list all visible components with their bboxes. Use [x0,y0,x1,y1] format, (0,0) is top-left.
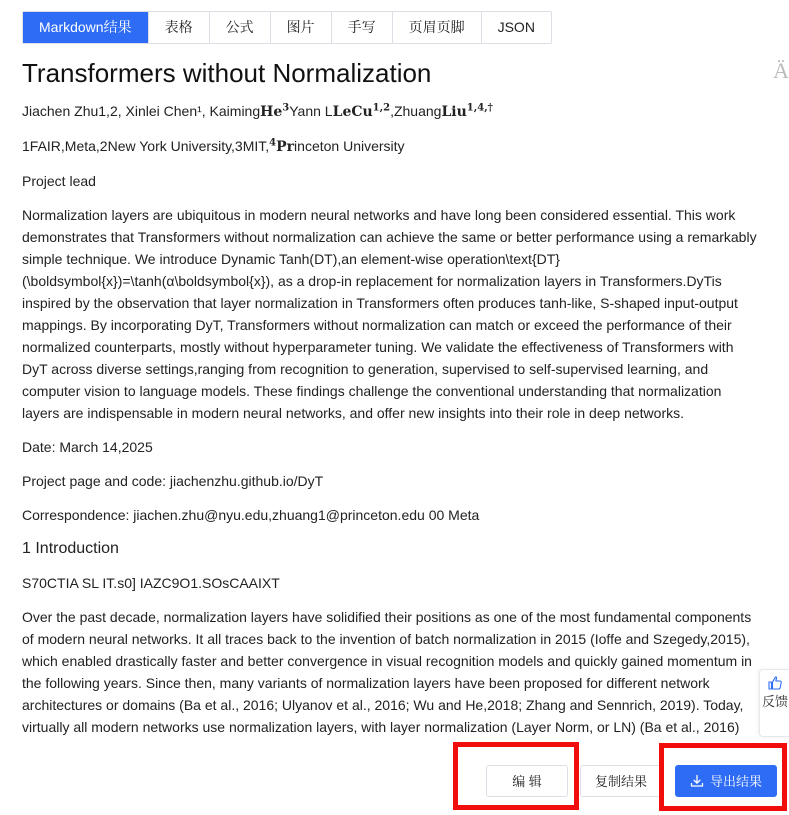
tab-markdown[interactable]: Markdown结果 [23,12,149,43]
correspondence-line: Correspondence: jiachen.zhu@nyu.edu,zhuang1@princeton.edu 00 Meta [22,507,480,523]
tab-header-footer[interactable]: 页眉页脚 [393,12,482,43]
date-line: Date: March 14,2025 [22,439,153,455]
authors-line [22,100,757,123]
author-liu-sup: 1,4,† [466,102,493,114]
highlight-box-edit [453,742,579,810]
project-lead: Project lead [22,173,96,189]
project-page-line: Project page and code: jiachenzhu.github.io/DyT [22,473,324,489]
author-he: He [260,104,283,120]
result-tabs [22,11,552,44]
document-title: Transformers without Normalization [22,58,432,88]
affil-text-1: 1FAIR,Meta,2New York University,3MIT, [22,138,270,154]
author-he-sup: 3 [282,102,290,114]
author-lecun: LeCu [332,104,373,120]
affiliations-line [22,135,757,158]
tab-handwriting[interactable]: 手写 [332,12,393,43]
edge-glyph: Ä [773,58,789,83]
tab-formula[interactable]: 公式 [210,12,271,43]
abstract-paragraph: Normalization layers are ubiquitous in modern neural networks and have long been considered essential. This work demonstrates that Transformers without normalization can achieve the same or better performance using a remarkably simple technique. We introduce Dynamic Tanh(DT),an element-wise operation\text{DT}(\boldsymbol{x})=\tanh(α\boldsymbol{x}), as a drop-in replacement for normalization layers in Transformers.DyTis inspired by the observation that layer normalization in Transformers often produces tanh-like, S-shaped input-output mappings. By incorporating DyT, Transformers without normalization can match or exceed the performance of their normalized counterparts, mostly without hyperparameter tuning. We validate the effectiveness of Transformers with DyT across diverse settings,ranging from recognition to generation, supervised to self-supervised learning, and computer vision to language models. These findings challenge the conventional understanding that normalization layers are indispensable in modern neural networks, and offer new insights into their role in deep networks. [22,207,757,421]
tab-table[interactable]: 表格 [149,12,210,43]
authors-text-1: Jiachen Zhu1,2, Xinlei Chen¹, Kaiming [22,103,261,119]
affil-text-2: inceton University [294,138,405,154]
affil-sup: 4 [269,137,277,149]
tab-image[interactable]: 图片 [271,12,332,43]
section-heading: 1 Introduction [22,540,119,557]
author-lecun-sup: 1,2 [372,102,391,114]
affil-pr: Pr [276,139,295,155]
author-liu: Liu [441,104,467,120]
authors-text-2: Yann L [289,103,333,119]
edit-button[interactable]: 编 辑 [486,765,568,797]
tab-json[interactable]: JSON [497,19,535,35]
export-button-label: 导出结果 [709,774,762,789]
markdown-result-content [22,58,757,750]
thumbs-up-icon [767,675,783,691]
authors-text-3: ,Zhuang [390,103,442,119]
intro-paragraph: Over the past decade, normalization layers have solidified their positions as one of the most fundamental components of modern neural networks. It all traces back to the invention of batch normalization in 2015 (Ioffe and Szegedy,2015), which enabled drastically faster and better convergence in visual recognition models and quickly gained momentum in the following years. Since then, many variants of normalization layers have been proposed for different network architectures or domains (Ba et al., 2016; Ulyanov et al., 2016; Wu and He,2018; Zhang and Sennrich, 2019). Today, virtually all modern networks use normalization layers, with layer normalization (Layer Norm, or LN) (Ba et al., 2016) [22,609,752,735]
highlight-box-export [659,743,787,811]
copy-result-button[interactable]: 复制结果 [580,765,662,797]
feedback-button[interactable] [759,669,789,737]
garbled-line: S70CTIA SL IT.s0] IAZC9O1.SOsCAAIXT [22,575,280,591]
feedback-label: 反馈 [761,694,788,709]
